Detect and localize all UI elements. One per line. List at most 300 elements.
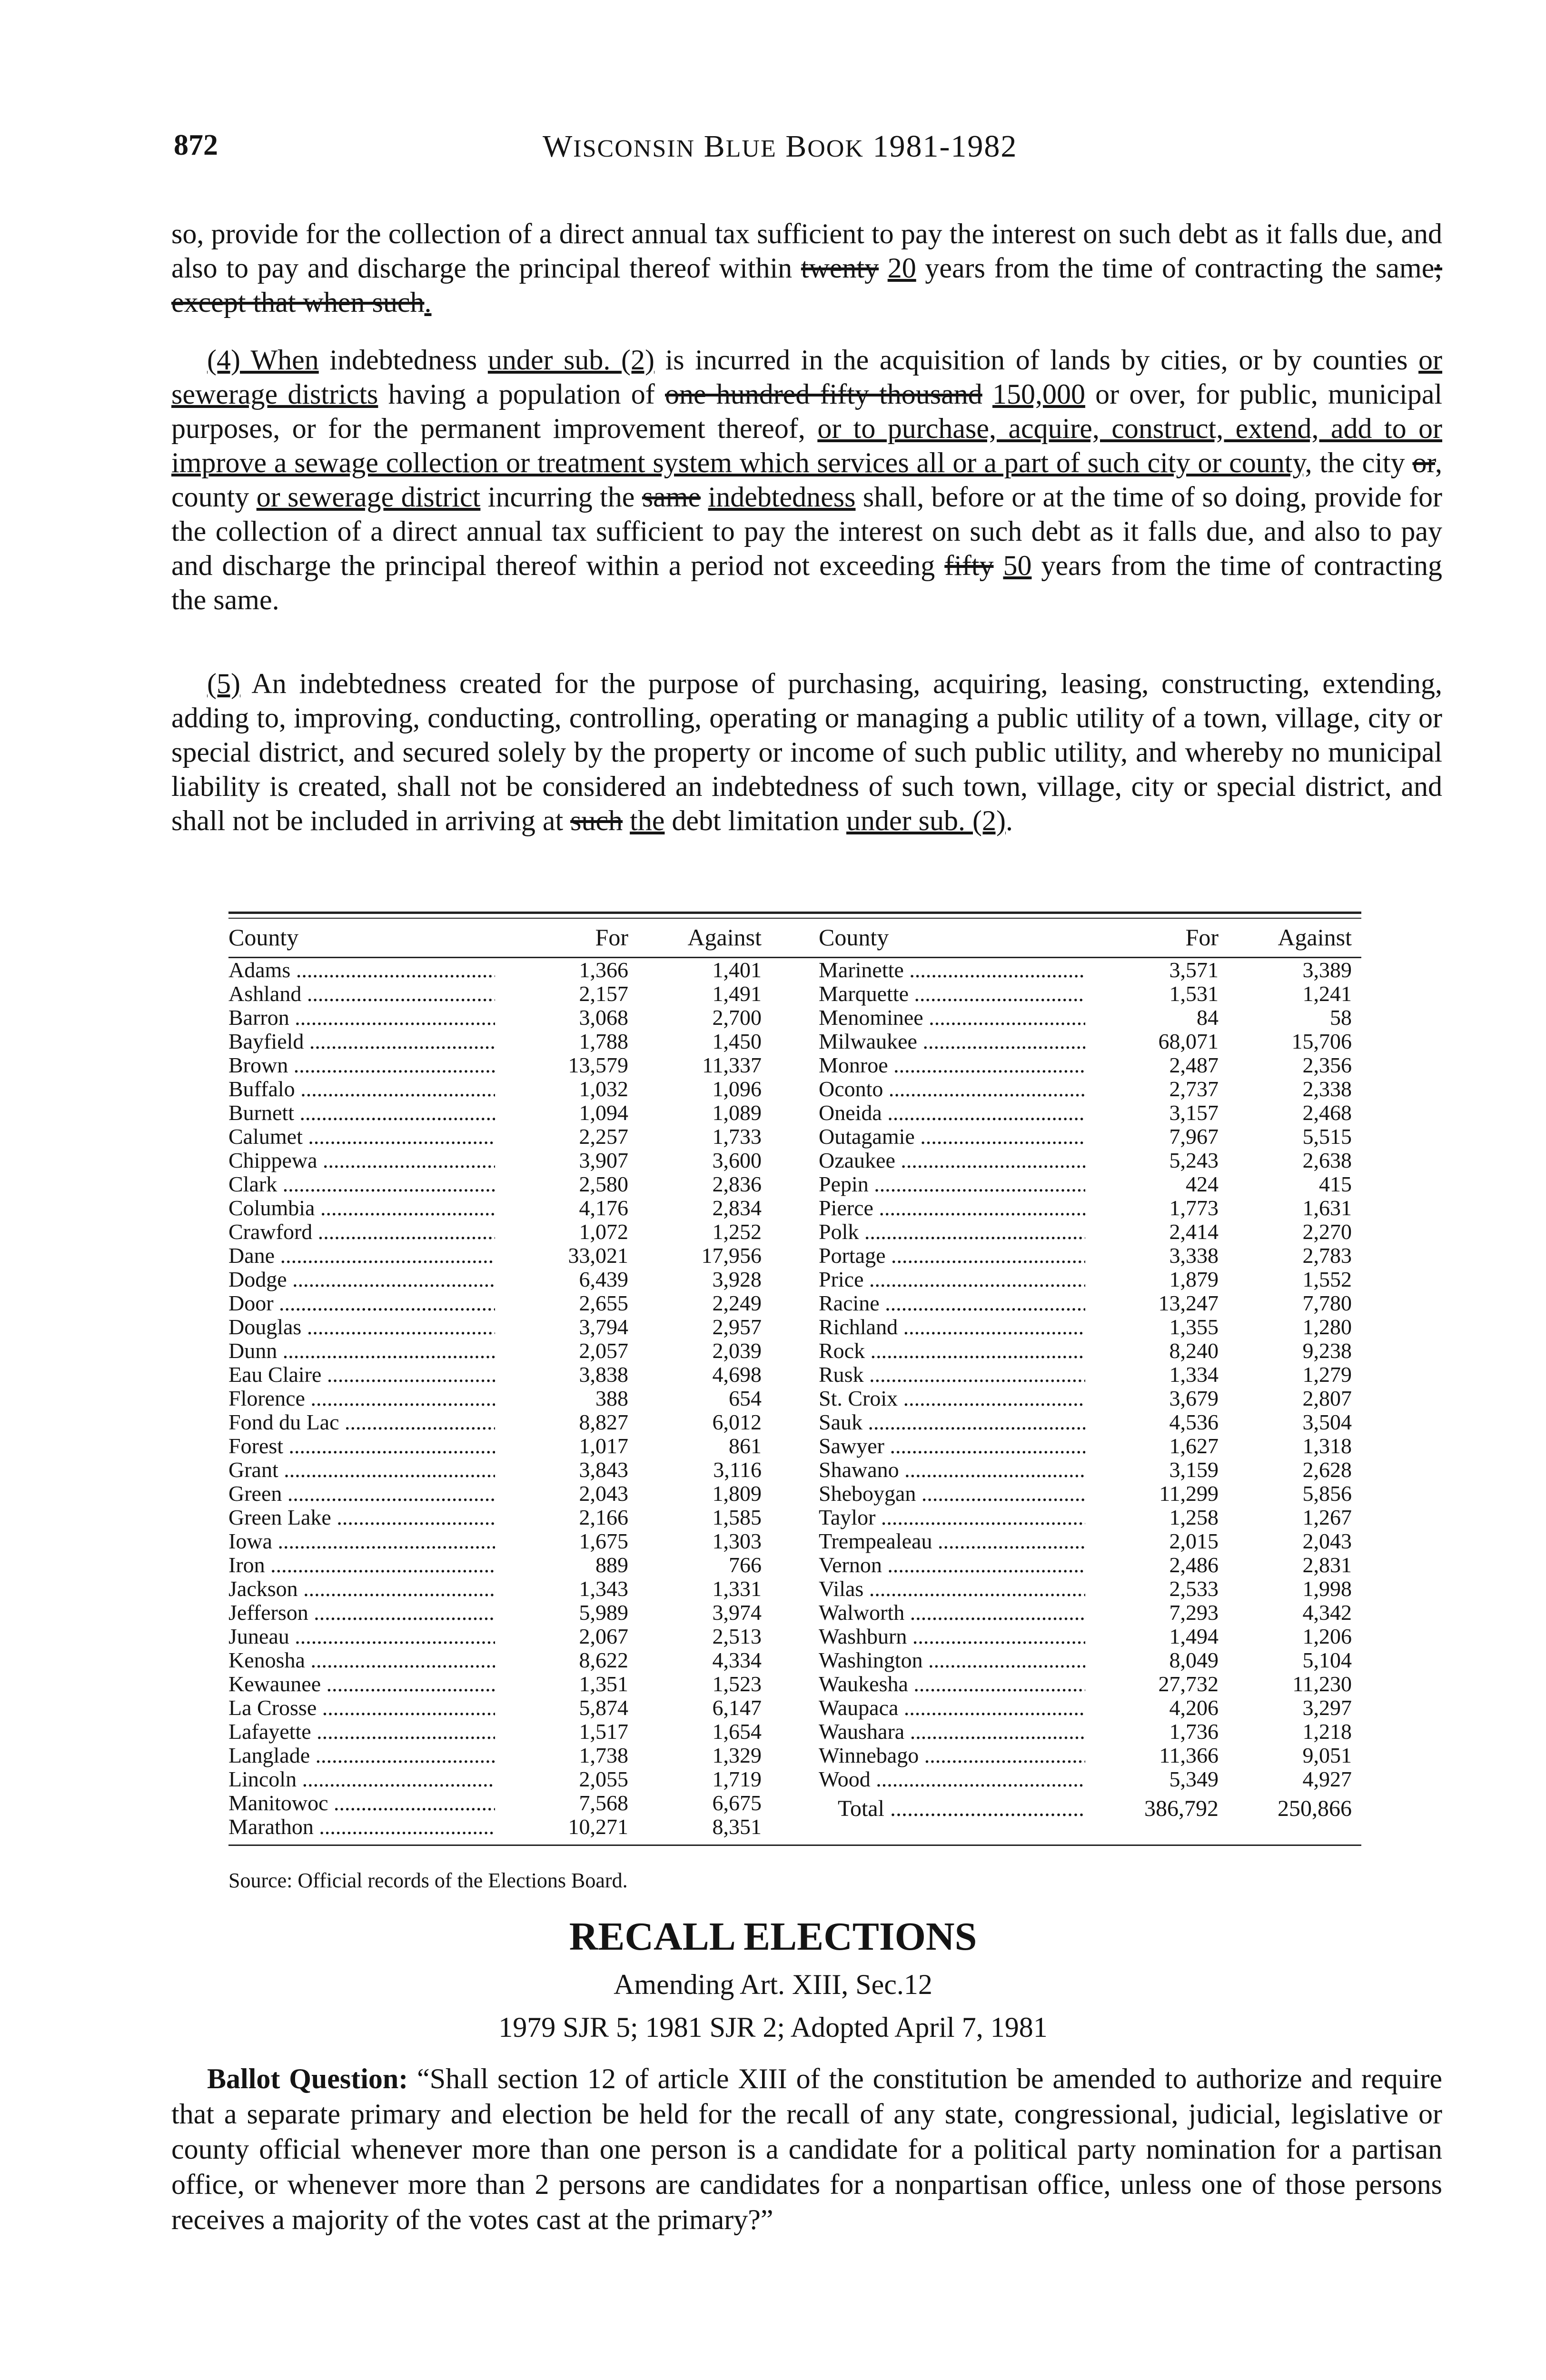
votes-for: 4,206 [1169,1696,1219,1720]
votes-for: 8,049 [1169,1648,1219,1672]
text-run: so, provide for the collection of a direct annual tax sufficient to pay the interest on such debt as it falls due, and also to pay and discharge the principal thereof within [171,218,1442,284]
table-row [819,1672,1361,1696]
votes-for: 2,055 [579,1767,628,1791]
votes-against: 4,342 [1302,1600,1352,1625]
deleted-text: twenty [801,252,879,284]
votes-for: 1,879 [1169,1267,1219,1291]
table-row [819,1529,1361,1553]
votes-for: 3,838 [579,1362,628,1387]
county-name: Ozaukee ..... [819,1149,1085,1172]
votes-for: 3,679 [1169,1386,1219,1410]
table-header [228,919,1361,954]
table-row [819,1506,1361,1529]
votes-against: 4,927 [1302,1767,1352,1791]
table-row [228,1410,771,1434]
votes-for: 424 [1186,1172,1219,1196]
table-row [228,1482,771,1506]
votes-for: 388 [595,1386,628,1410]
county-name: Taylor ..... [819,1506,1085,1529]
table-row [819,1696,1361,1720]
votes-for: 7,967 [1169,1124,1219,1149]
inserted-text: or sewerage district [256,481,481,513]
votes-for: 1,736 [1169,1719,1219,1744]
header-row-left [228,919,771,954]
votes-against: 3,116 [713,1458,762,1482]
votes-for: 13,579 [568,1053,628,1077]
table-row [819,1125,1361,1149]
table-row [819,1053,1361,1077]
table-row [228,958,771,982]
votes-for: 68,071 [1158,1029,1219,1053]
text-run: debt limitation [664,805,847,836]
votes-against: 1,998 [1302,1577,1352,1601]
votes-against: 4,334 [712,1648,762,1672]
table-row [228,1315,771,1339]
header-county: County [228,924,299,951]
votes-against: 2,039 [712,1339,762,1363]
votes-for: 13,247 [1158,1291,1219,1315]
votes-against: 6,675 [712,1791,762,1815]
votes-for: 8,240 [1169,1339,1219,1363]
votes-for: 2,533 [1169,1577,1219,1601]
votes-against: 2,831 [1302,1553,1352,1577]
county-name: Monroe ..... [819,1053,1085,1077]
table-row [228,1506,771,1529]
votes-against: 1,267 [1302,1505,1352,1529]
county-name: Fond du Lac ..... [228,1410,495,1434]
county-name: Lincoln ..... [228,1767,495,1791]
county-vote-table [228,912,1361,1846]
votes-against: 2,249 [712,1291,762,1315]
votes-for: 3,907 [579,1148,628,1172]
running-head [543,129,1017,165]
table-row [228,1744,771,1767]
county-name: Oconto ..... [819,1077,1085,1101]
county-name: Douglas ..... [228,1315,495,1339]
table-row [228,1387,771,1410]
inserted-text: under sub. (2) [846,805,1006,836]
votes-against: 2,043 [1302,1529,1352,1553]
header-against: Against [1278,924,1352,951]
table-row [819,1244,1361,1268]
table-row [228,1030,771,1053]
votes-for: 1,343 [579,1577,628,1601]
votes-for: 1,773 [1169,1196,1219,1220]
votes-for: 2,580 [579,1172,628,1196]
table-row [228,1172,771,1196]
inserted-text: or to purchase, acquire, construct, extend, add to or improve a sewage collection or treatment system which services all or a part of such city or county, [171,413,1442,478]
county-name: Waushara ..... [819,1720,1085,1744]
votes-for: 1,366 [579,958,628,982]
running-head-initial: B [704,129,726,164]
votes-for: 5,243 [1169,1148,1219,1172]
running-head-initial: B [785,129,808,164]
votes-for: 1,351 [579,1672,628,1696]
total-row [819,1794,1361,1824]
table-row [819,1220,1361,1244]
votes-against: 2,834 [712,1196,762,1220]
table-row [819,1625,1361,1648]
text-run: years from the time of contracting the same [916,252,1435,284]
table-row [819,1410,1361,1434]
votes-against: 2,356 [1302,1053,1352,1077]
text-run: shall, before or at the time of so doing, provide for the collection of a direct annual tax sufficient to pay the interest on such debt as it falls due, and also to pay and discharge the principal thereof within a period not exceeding [171,481,1443,581]
county-name: Portage ..... [819,1244,1085,1268]
votes-for: 6,439 [579,1267,628,1291]
table-row [819,1172,1361,1196]
county-name: Waukesha ..... [819,1672,1085,1696]
county-name: Washburn ..... [819,1625,1085,1648]
votes-for: 1,494 [1169,1624,1219,1648]
votes-for: 1,258 [1169,1505,1219,1529]
votes-for: 2,157 [579,982,628,1006]
county-name: Jefferson ..... [228,1601,495,1625]
inserted-text: , [1435,447,1443,478]
votes-against: 17,956 [701,1243,762,1268]
table-source-note: Source: Official records of the Elections Board. [228,1869,628,1892]
votes-against: 5,515 [1302,1124,1352,1149]
votes-against: 2,468 [1302,1101,1352,1125]
votes-for: 1,072 [579,1220,628,1244]
votes-for: 3,338 [1169,1243,1219,1268]
total-against: 250,866 [1278,1796,1352,1821]
inserted-text: the [630,805,665,836]
votes-against: 3,928 [712,1267,762,1291]
votes-against: 9,051 [1302,1743,1352,1767]
table-row [819,1553,1361,1577]
votes-against: 1,631 [1302,1196,1352,1220]
paragraph-subsection-5 [171,666,1442,838]
table-row [228,1553,771,1577]
votes-against: 2,638 [1302,1148,1352,1172]
votes-for: 3,794 [579,1315,628,1339]
votes-for: 5,874 [579,1696,628,1720]
votes-for: 1,094 [579,1101,628,1125]
votes-against: 2,836 [712,1172,762,1196]
votes-for: 2,486 [1169,1553,1219,1577]
votes-against: 2,807 [1302,1386,1352,1410]
votes-for: 3,571 [1169,958,1219,982]
table-row [228,1149,771,1172]
text-run: incurring the [480,481,642,513]
votes-against: 7,780 [1302,1291,1352,1315]
table-row [819,1434,1361,1458]
county-name: La Crosse ..... [228,1696,495,1720]
votes-against: 2,270 [1302,1220,1352,1244]
county-name: Juneau ..... [228,1625,495,1648]
county-name: Columbia ..... [228,1196,495,1220]
table-row [819,1291,1361,1315]
deleted-text: fifty [944,550,994,581]
inserted-text: When [240,344,319,376]
county-name: Dodge ..... [228,1268,495,1291]
votes-against: 3,504 [1302,1410,1352,1434]
table-right-column [819,958,1361,1839]
table-row [228,1696,771,1720]
votes-for: 4,536 [1169,1410,1219,1434]
votes-against: 1,218 [1302,1719,1352,1744]
votes-for: 2,166 [579,1505,628,1529]
table-bottom-rule [228,1844,1361,1846]
table-row [228,1125,771,1149]
table-row [228,1577,771,1601]
votes-for: 5,989 [579,1600,628,1625]
table-row [228,1196,771,1220]
county-name: Rusk ..... [819,1363,1085,1387]
votes-for: 2,057 [579,1339,628,1363]
page-number: 872 [174,129,218,161]
text-run: county [171,481,257,513]
votes-for: 1,017 [579,1434,628,1458]
votes-against: 2,513 [712,1624,762,1648]
county-name: Door ..... [228,1291,495,1315]
table-row [228,1791,771,1815]
votes-against: 11,230 [1292,1672,1352,1696]
votes-against: 1,096 [712,1077,762,1101]
county-name: Burnett ..... [228,1101,495,1125]
text-run: years from the time of contracting the same. [171,550,1443,615]
county-name: Pepin ..... [819,1172,1085,1196]
table-row [819,1363,1361,1387]
table-row [819,1315,1361,1339]
table-left-column [228,958,771,1839]
votes-against: 5,856 [1302,1481,1352,1506]
votes-against: 9,238 [1302,1339,1352,1363]
county-name: Barron ..... [228,1006,495,1030]
votes-against: 3,600 [712,1148,762,1172]
votes-against: 654 [729,1386,762,1410]
votes-against: 861 [729,1434,762,1458]
table-row [819,1767,1361,1791]
text-run: or over, for public, municipal purposes, or for the permanent improvement thereof, [171,378,1442,444]
votes-against: 1,303 [712,1529,762,1553]
votes-against: 2,957 [712,1315,762,1339]
paragraph-subsection-4 [171,343,1442,617]
running-head-initial: W [543,129,574,164]
table-row [819,1458,1361,1482]
votes-against: 1,719 [712,1767,762,1791]
county-name: Langlade ..... [228,1744,495,1767]
ballot-question-label: Ballot Question: [207,2063,408,2094]
votes-against: 1,654 [712,1719,762,1744]
votes-against: 1,733 [712,1124,762,1149]
county-name: Marquette ..... [819,982,1085,1006]
votes-against: 4,698 [712,1362,762,1387]
votes-against: 1,491 [712,982,762,1006]
table-row [228,1006,771,1030]
header-county: County [819,924,889,951]
table-row [228,1625,771,1648]
table-row [228,1815,771,1839]
county-name: St. Croix ..... [819,1387,1085,1410]
votes-for: 1,788 [579,1029,628,1053]
table-row [228,1601,771,1625]
votes-for: 4,176 [579,1196,628,1220]
votes-against: 2,783 [1302,1243,1352,1268]
county-name: Clark ..... [228,1172,495,1196]
county-name: Dunn ..... [228,1339,495,1363]
county-name: Green ..... [228,1482,495,1506]
deleted-text: one hundred fifty thousand [664,378,982,410]
votes-against: 3,389 [1302,958,1352,982]
votes-for: 2,655 [579,1291,628,1315]
county-name: Kewaunee ..... [228,1672,495,1696]
table-row [819,1744,1361,1767]
county-name: Jackson ..... [228,1577,495,1601]
votes-against: 1,585 [712,1505,762,1529]
table-row [228,1339,771,1363]
text-run: . [1005,805,1013,836]
table-row [819,1720,1361,1744]
county-name: Calumet ..... [228,1125,495,1149]
votes-against: 11,337 [702,1053,762,1077]
county-name: Sawyer ..... [819,1434,1085,1458]
county-name: Iron ..... [228,1553,495,1577]
county-name: Rock ..... [819,1339,1085,1363]
votes-for: 1,675 [579,1529,628,1553]
county-name: Grant ..... [228,1458,495,1482]
votes-for: 11,366 [1159,1743,1219,1767]
inserted-text: or sewerage districts [171,344,1443,410]
table-row [819,1268,1361,1291]
votes-against: 1,809 [712,1481,762,1506]
adoption-reference: 1979 SJR 5; 1981 SJR 2; Adopted April 7, 1981 [498,2012,1048,2043]
votes-for: 10,271 [568,1815,628,1839]
text-run: the city [1312,447,1413,478]
table-row [228,1363,771,1387]
county-name: Marathon ..... [228,1815,495,1839]
running-head-smallcaps: OOK [807,135,864,162]
table-row [228,1767,771,1791]
county-name: Sauk ..... [819,1410,1085,1434]
votes-against: 1,241 [1302,982,1352,1006]
table-row [228,1720,771,1744]
inserted-text: . [424,287,432,318]
votes-against: 1,552 [1302,1267,1352,1291]
votes-for: 33,021 [568,1243,628,1268]
votes-for: 889 [595,1553,628,1577]
table-row [819,1339,1361,1363]
county-name: Outagamie ..... [819,1125,1085,1149]
county-name: Vilas ..... [819,1577,1085,1601]
inserted-text: under sub. (2) [487,344,654,376]
header-against: Against [687,924,762,951]
text-run: having a population of [378,378,665,410]
ballot-question-text: “Shall section 12 of article XIII of the constitution be amended to authorize and require that a separate primary and election be held for the recall of any state, congressional, judicial, legislative or county official whenever more than one person is a candidate for a political party nomination for a partisan office, or whenever more than 2 persons are candidates for a nonpartisan office, unless one of those persons receives a majority of the votes cast at the primary?” [171,2063,1442,2235]
county-name: Brown ..... [228,1053,495,1077]
table-row [228,1648,771,1672]
inserted-text: indebtedness [708,481,856,513]
votes-for: 1,627 [1169,1434,1219,1458]
county-name: Pierce ..... [819,1196,1085,1220]
deleted-text: same [642,481,701,513]
total-label: Total ..... [819,1794,1085,1824]
votes-against: 2,628 [1302,1458,1352,1482]
votes-against: 1,450 [712,1029,762,1053]
votes-against: 3,974 [712,1600,762,1625]
votes-for: 27,732 [1158,1672,1219,1696]
votes-against: 6,012 [712,1410,762,1434]
subsection-number: (4) [207,344,240,376]
votes-for: 2,737 [1169,1077,1219,1101]
votes-for: 8,827 [579,1410,628,1434]
votes-against: 8,351 [712,1815,762,1839]
county-name: Lafayette ..... [228,1720,495,1744]
table-row [819,1482,1361,1506]
votes-for: 2,257 [579,1124,628,1149]
county-name: Marinette ..... [819,958,1085,982]
county-name: Sheboygan ..... [819,1482,1085,1506]
table-row [819,958,1361,982]
county-name: Florence ..... [228,1387,495,1410]
votes-for: 2,043 [579,1481,628,1506]
table-row [228,1077,771,1101]
table-row [819,1577,1361,1601]
table-row [228,1434,771,1458]
table-row [819,1101,1361,1125]
table-row [228,1529,771,1553]
votes-for: 1,517 [579,1719,628,1744]
inserted-text: 20 [887,252,916,284]
total-for: 386,792 [1144,1796,1219,1821]
votes-against: 1,252 [712,1220,762,1244]
county-name: Chippewa ..... [228,1149,495,1172]
county-name: Walworth ..... [819,1601,1085,1625]
votes-against: 3,297 [1302,1696,1352,1720]
county-name: Milwaukee ..... [819,1030,1085,1053]
votes-for: 2,067 [579,1624,628,1648]
votes-against: 1,280 [1302,1315,1352,1339]
votes-for: 1,531 [1169,982,1219,1006]
table-row [228,1458,771,1482]
votes-for: 2,487 [1169,1053,1219,1077]
table-row [819,1648,1361,1672]
votes-against: 5,104 [1302,1648,1352,1672]
votes-for: 11,299 [1159,1481,1219,1506]
table-row [819,1601,1361,1625]
text-run: indebtedness [318,344,488,376]
running-head-smallcaps: LUE [725,135,777,162]
county-name: Racine ..... [819,1291,1085,1315]
inserted-text: 50 [1003,550,1032,581]
table-row [819,1030,1361,1053]
votes-for: 3,843 [579,1458,628,1482]
votes-for: 84 [1197,1005,1219,1030]
votes-against: 1,331 [712,1577,762,1601]
votes-against: 1,089 [712,1101,762,1125]
county-name: Polk ..... [819,1220,1085,1244]
county-name: Manitowoc ..... [228,1791,495,1815]
county-name: Forest ..... [228,1434,495,1458]
county-name: Richland ..... [819,1315,1085,1339]
text-run: is incurred in the acquisition of lands by cities, or by counties [654,344,1419,376]
votes-for: 2,015 [1169,1529,1219,1553]
county-name: Winnebago ..... [819,1744,1085,1767]
header-for: For [1185,924,1219,951]
table-row [819,1387,1361,1410]
votes-against: 6,147 [712,1696,762,1720]
votes-for: 2,414 [1169,1220,1219,1244]
inserted-text: 150,000 [992,378,1085,410]
county-name: Crawford ..... [228,1220,495,1244]
votes-against: 1,401 [712,958,762,982]
votes-for: 7,293 [1169,1600,1219,1625]
table-row [228,1220,771,1244]
county-name: Vernon ..... [819,1553,1085,1577]
county-name: Washington ..... [819,1648,1085,1672]
votes-for: 8,622 [579,1648,628,1672]
county-name: Oneida ..... [819,1101,1085,1125]
